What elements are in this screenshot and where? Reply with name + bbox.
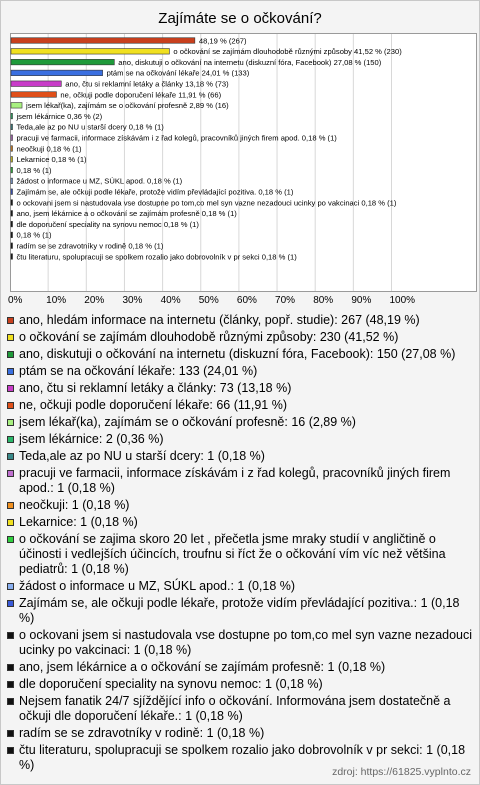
legend-item <box>7 415 473 430</box>
legend-item <box>7 432 473 447</box>
legend-item <box>7 449 473 464</box>
legend-item <box>7 660 473 675</box>
legend-item <box>7 579 473 594</box>
legend-label: jsem lékař(ka), zajímám se o očkování profesně: 16 (2,89 %) <box>19 415 356 429</box>
legend-swatch <box>7 334 14 341</box>
x-tick-label: 30% <box>122 295 143 306</box>
legend-item <box>7 381 473 396</box>
legend-label: Teda,ale az po NU u starší dcery: 1 (0,18 %) <box>19 449 265 463</box>
legend-item <box>7 515 473 530</box>
bar-label: 0,18 % (1) <box>16 230 52 240</box>
bar <box>11 135 13 141</box>
bar-label: žádost o informace u MZ, SÚKL apod. 0,18 % (1) <box>16 176 183 186</box>
bar-label: jsem lékárnice 0,36 % (2) <box>16 111 103 121</box>
legend-swatch <box>7 368 14 375</box>
legend-swatch <box>7 583 14 590</box>
bar-label: čtu literaturu, spolupracuji se spolkem rozalio jako dobrovolník v pr sekci 0,18 % (1) <box>16 252 297 262</box>
bar <box>11 146 13 152</box>
bar <box>11 38 195 44</box>
legend-label: ano, diskutuji o očkování na internetu (diskuzní fóra, Facebook): 150 (27,08 %) <box>19 347 456 361</box>
legend-swatch <box>7 747 14 754</box>
bar <box>11 232 13 238</box>
legend-swatch <box>7 402 14 409</box>
legend-swatch <box>7 664 14 671</box>
legend-label: ano, jsem lékárnice a o očkování se zajímám profesně: 1 (0,18 %) <box>19 660 386 674</box>
bar <box>11 211 13 217</box>
legend-label: Nejsem fanatik 24/7 sjíždějící info o očkování. Informována jsem dostatečně a očkuji dle doporučení lékaře.: 1 (0,18 %) <box>19 694 451 723</box>
legend-swatch <box>7 436 14 443</box>
bar <box>11 59 114 65</box>
legend-item <box>7 347 473 362</box>
legend-label: ptám se na očkování lékaře: 133 (24,01 %) <box>19 364 258 378</box>
legend-label: o očkování se zajima skoro 20 let , přečetla jsme mraky studií v angličtině o účinosti i vedlejších účincích, troufnu si říct že o očkování vím víc než většina pediatrů: 1 (0,18 %) <box>19 532 446 576</box>
legend-label: o očkování se zajímám dlouhodobě různými způsoby: 230 (41,52 %) <box>19 330 399 344</box>
bar-label: ano, diskutuji o očkování na internetu (diskuzní fóra, Facebook) 27,08 % (150) <box>118 57 382 67</box>
bar <box>11 81 61 87</box>
bar-label: ne, očkuji podle doporučení lékaře 11,91 % (66) <box>60 90 222 100</box>
legend-label: ne, očkuji podle doporučení lékaře: 66 (11,91 %) <box>19 398 287 412</box>
bar <box>11 189 13 195</box>
chart-title: Zajímáte se o očkování? <box>158 10 322 27</box>
bar <box>11 103 22 109</box>
legend-swatch <box>7 470 14 477</box>
bar-label: neočkuji 0,18 % (1) <box>16 144 82 154</box>
x-tick-label: 80% <box>313 295 334 306</box>
legend-swatch <box>7 502 14 509</box>
bar <box>11 49 169 55</box>
x-tick-label: 70% <box>275 295 296 306</box>
legend-item <box>7 498 473 513</box>
legend-label: o ockovani jsem si nastudovala vse dostupne po tom,co mel syn vazne nezadouci ucinky po vakcinaci: 1 (0,18 %) <box>19 628 473 657</box>
legend-label: neočkuji: 1 (0,18 %) <box>19 498 130 512</box>
legend-item <box>7 313 473 328</box>
bar <box>11 124 13 129</box>
legend-item <box>7 364 473 379</box>
source-credit: zdroj: https://61825.vyplnto.cz <box>332 766 471 778</box>
bar <box>11 221 13 227</box>
bar <box>11 113 13 119</box>
bar-label: o očkování se zajímám dlouhodobě různými způsoby 41,52 % (230) <box>173 47 402 57</box>
legend-swatch <box>7 351 14 358</box>
legend-swatch <box>7 698 14 705</box>
x-tick-label: 40% <box>160 295 181 306</box>
legend-item <box>7 596 473 626</box>
legend-swatch <box>7 681 14 688</box>
bar <box>11 70 103 76</box>
legend-label: Lekarnice: 1 (0,18 %) <box>19 515 138 529</box>
bar-label: 0,18 % (1) <box>16 165 52 175</box>
bar <box>11 157 13 163</box>
bar-label: 48,19 % (267) <box>198 36 247 46</box>
bar-label: ptám se na očkování lékaře 24,01 % (133) <box>106 68 250 78</box>
legend-label: čtu literaturu, spolupracuji se spolkem rozalio jako dobrovolník v pr sekci: 1 (0,18 %) <box>19 743 466 772</box>
bar-label: ano, jsem lékárnice a o očkování se zajímám profesně 0,18 % (1) <box>16 209 237 219</box>
bar <box>11 254 13 260</box>
bar-label: o ockovani jsem si nastudovala vse dostupne po tom,co mel syn vazne nezadouci ucinky po vakcinaci 0,18 % (1) <box>16 198 397 208</box>
legend-swatch <box>7 385 14 392</box>
x-tick-label: 50% <box>198 295 219 306</box>
bar-label: jsem lékař(ka), zajímám se o očkování profesně 2,89 % (16) <box>26 101 229 111</box>
legend-item <box>7 677 473 692</box>
legend-swatch <box>7 453 14 460</box>
legend-item <box>7 466 473 496</box>
bar <box>11 178 13 184</box>
x-tick-label: 60% <box>236 295 257 306</box>
legend-label: žádost o informace u MZ, SÚKL apod.: 1 (0,18 %) <box>19 579 296 593</box>
legend-label: dle doporučení speciality na synovu nemoc: 1 (0,18 %) <box>19 677 323 691</box>
bar-label: ano, čtu si reklamní letáky a články 13,18 % (73) <box>65 79 229 89</box>
x-tick-label: 0% <box>8 295 23 306</box>
legend-item <box>7 532 473 577</box>
legend-swatch <box>7 519 14 526</box>
legend-item <box>7 628 473 658</box>
legend-label: jsem lékárnice: 2 (0,36 %) <box>19 432 164 446</box>
legend-label: pracuji ve farmacii, informace získávám i z řad kolegů, pracovníků jiných firem apod.: 1 (0,18 %) <box>19 466 451 495</box>
bar-label: Zajímám se, ale očkuji podle lékaře, protože vidím převládající pozitiva. 0,18 % (1) <box>16 187 294 197</box>
bar-label: Teda,ale az po NU u starší dcery 0,18 % (1) <box>16 122 164 132</box>
legend-item <box>7 726 473 741</box>
bar-label: dle doporučení speciality na synovu nemoc 0,18 % (1) <box>16 219 199 229</box>
legend-swatch <box>7 317 14 324</box>
legend-swatch <box>7 536 14 543</box>
x-tick-label: 90% <box>351 295 372 306</box>
bar <box>11 243 13 249</box>
legend-swatch <box>7 419 14 426</box>
legend-swatch <box>7 600 14 607</box>
legend-label: Zajímám se, ale očkuji podle lékaře, protože vidím převládající pozitiva.: 1 (0,18 %) <box>19 596 460 625</box>
bar-label: Lekarnice 0,18 % (1) <box>16 155 87 165</box>
legend-label: ano, čtu si reklamní letáky a články: 73 (13,18 %) <box>19 381 292 395</box>
legend-swatch <box>7 730 14 737</box>
legend-label: radím se se zdravotníky v rodině: 1 (0,18 %) <box>19 726 265 740</box>
bar-chart <box>0 0 480 310</box>
legend-label: ano, hledám informace na internetu (články, popř. studie): 267 (48,19 %) <box>19 313 420 327</box>
legend-item <box>7 330 473 345</box>
x-tick-label: 10% <box>46 295 67 306</box>
legend <box>7 313 473 775</box>
bar <box>11 92 56 98</box>
bar <box>11 167 13 173</box>
x-tick-label: 20% <box>84 295 105 306</box>
bar-label: radím se se zdravotníky v rodině 0,18 % (1) <box>16 241 164 251</box>
legend-item <box>7 398 473 413</box>
x-tick-label: 100% <box>389 295 416 306</box>
legend-item <box>7 694 473 724</box>
bar <box>11 200 13 206</box>
legend-swatch <box>7 632 14 639</box>
bar-label: pracuji ve farmacii, informace získávám i z řad kolegů, pracovníků jiných firem apod. 0,18 % (1) <box>16 133 337 143</box>
